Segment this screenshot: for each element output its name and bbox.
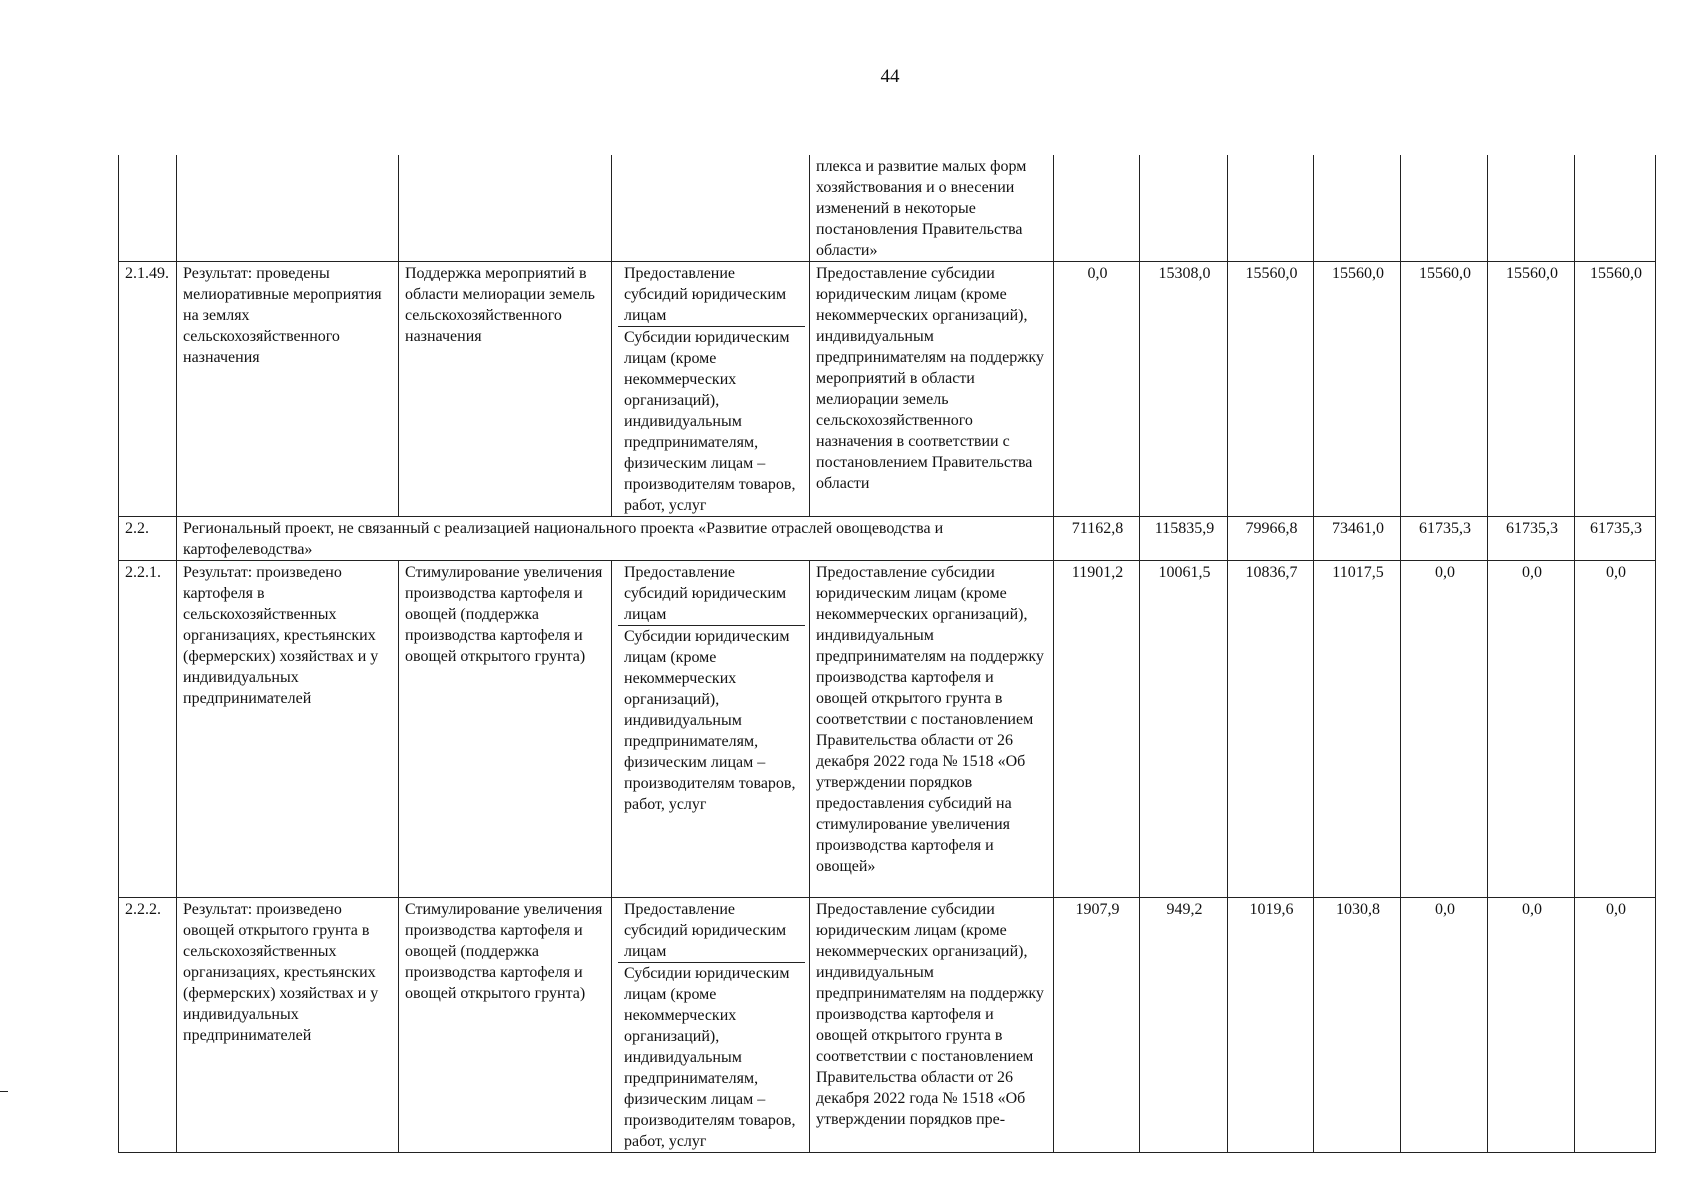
row-value: 11017,5: [1314, 561, 1401, 898]
project-value: 73461,0: [1314, 517, 1401, 561]
row-type-secondary: Субсидии юридическим лицам (кроме некоммерческих организаций), индивидуальным предпринимателям, физическим лицам – производителям товаров, работ, услуг: [624, 329, 796, 514]
row-value: 15560,0: [1575, 262, 1656, 517]
row-measure: Стимулирование увеличения производства картофеля и овощей (поддержка производства картофеля и овощей открытого грунта): [399, 898, 612, 1153]
row-index: 2.2.2.: [119, 898, 177, 1153]
project-value: 61735,3: [1401, 517, 1488, 561]
cell-value: [1228, 155, 1314, 262]
row-type-primary: Предоставление субсидий юридическим лицам: [618, 899, 805, 963]
table-row: [119, 898, 1656, 1153]
row-index: 2.2.1.: [119, 561, 177, 898]
row-result: Результат: произведено овощей открытого грунта в сельскохозяйственных организациях, крестьянских (фермерских) хозяйствах и у индивидуальных предпринимателей: [177, 898, 399, 1153]
row-type-primary: Предоставление субсидий юридическим лицам: [618, 263, 805, 327]
project-value: 71162,8: [1054, 517, 1140, 561]
row-value: 15560,0: [1228, 262, 1314, 517]
row-value: 949,2: [1140, 898, 1228, 1153]
row-value: 1030,8: [1314, 898, 1401, 1153]
cell-basis: плекса и развитие малых форм хозяйствования и о внесении изменений в некоторые постановления Правительства области»: [810, 155, 1054, 262]
row-type-secondary: Субсидии юридическим лицам (кроме некоммерческих организаций), индивидуальным предпринимателям, физическим лицам – производителям товаров, работ, услуг: [624, 628, 796, 813]
row-basis: Предоставление субсидии юридическим лицам (кроме некоммерческих организаций), индивидуальным предпринимателям на поддержку производства картофеля и овощей открытого грунта в соответствии с постановлением Правительства области от 26 декабря 2022 года № 1518 «Об утверждении порядков пре-: [810, 898, 1054, 1153]
row-value: 0,0: [1575, 561, 1656, 898]
cell-measure: [399, 155, 612, 262]
cell-value: [1401, 155, 1488, 262]
row-value: 0,0: [1575, 898, 1656, 1153]
project-value: 61735,3: [1575, 517, 1656, 561]
row-value: 0,0: [1488, 561, 1575, 898]
row-value: 0,0: [1488, 898, 1575, 1153]
row-index: 2.1.49.: [119, 262, 177, 517]
row-value: 10836,7: [1228, 561, 1314, 898]
row-value: 1019,6: [1228, 898, 1314, 1153]
project-title: Региональный проект, не связанный с реализацией национального проекта «Развитие отраслей овощеводства и картофелеводства»: [177, 517, 1054, 561]
row-value: 15560,0: [1314, 262, 1401, 517]
cell-type: [612, 155, 810, 262]
project-row: [119, 517, 1656, 561]
row-basis: Предоставление субсидии юридическим лицам (кроме некоммерческих организаций), индивидуальным предпринимателям на поддержку мероприятий в области мелиорации земель сельскохозяйственного назначения в соответствии с постановлением Правительства области: [810, 262, 1054, 517]
row-value: 0,0: [1401, 898, 1488, 1153]
project-value: 115835,9: [1140, 517, 1228, 561]
row-value: 0,0: [1401, 561, 1488, 898]
row-value: 10061,5: [1140, 561, 1228, 898]
cell-value: [1575, 155, 1656, 262]
row-type: [612, 898, 810, 1153]
project-value: 79966,8: [1228, 517, 1314, 561]
row-result: Результат: проведены мелиоративные мероприятия на землях сельскохозяйственного назначения: [177, 262, 399, 517]
cell-result: [177, 155, 399, 262]
row-measure: Стимулирование увеличения производства картофеля и овощей (поддержка производства картофеля и овощей открытого грунта): [399, 561, 612, 898]
row-value: 0,0: [1054, 262, 1140, 517]
cell-value: [1314, 155, 1401, 262]
row-type-secondary: Субсидии юридическим лицам (кроме некоммерческих организаций), индивидуальным предпринимателям, физическим лицам – производителям товаров, работ, услуг: [624, 965, 796, 1150]
continuation-row: [119, 155, 1656, 262]
cell-value: [1054, 155, 1140, 262]
row-value: 15560,0: [1488, 262, 1575, 517]
cell-value: [1140, 155, 1228, 262]
table-row: [119, 561, 1656, 898]
row-basis: Предоставление субсидии юридическим лицам (кроме некоммерческих организаций), индивидуальным предпринимателям на поддержку производства картофеля и овощей открытого грунта в соответствии с постановлением Правительства области от 26 декабря 2022 года № 1518 «Об утверждении порядков предоставления субсидий на стимулирование увеличения производства картофеля и овощей»: [810, 561, 1054, 898]
project-value: 61735,3: [1488, 517, 1575, 561]
row-value: 15560,0: [1401, 262, 1488, 517]
row-type: [612, 561, 810, 898]
row-result: Результат: произведено картофеля в сельскохозяйственных организациях, крестьянских (фермерских) хозяйствах и у индивидуальных предпринимателей: [177, 561, 399, 898]
program-table: [118, 155, 1656, 1153]
row-type-primary: Предоставление субсидий юридическим лицам: [618, 562, 805, 626]
page-number: 44: [880, 66, 900, 87]
margin-mark: [0, 1091, 8, 1092]
row-type: [612, 262, 810, 517]
row-value: 1907,9: [1054, 898, 1140, 1153]
cell-value: [1488, 155, 1575, 262]
table-row: [119, 262, 1656, 517]
row-measure: Поддержка мероприятий в области мелиорации земель сельскохозяйственного назначения: [399, 262, 612, 517]
cell-index: [119, 155, 177, 262]
row-value: 11901,2: [1054, 561, 1140, 898]
row-value: 15308,0: [1140, 262, 1228, 517]
project-index: 2.2.: [119, 517, 177, 561]
